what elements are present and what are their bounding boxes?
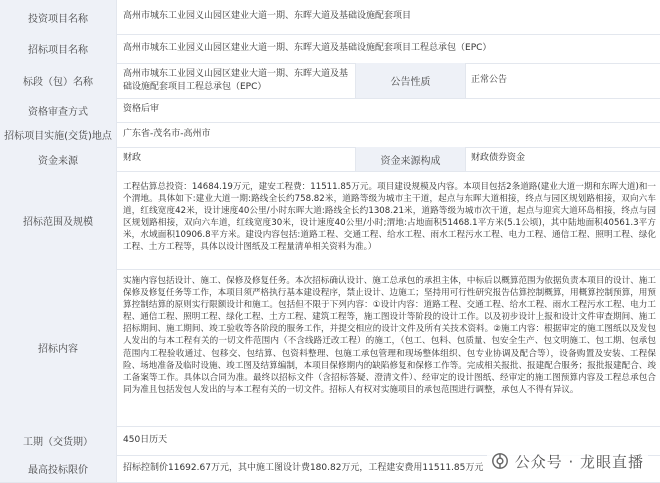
row-funding xyxy=(0,147,660,172)
row-qualification xyxy=(0,98,660,123)
value-max-price: 招标控制价11692.67万元，其中施工图设计费180.82万元，工程建安费用11511.85万元 xyxy=(123,462,484,473)
label-scope: 招标范围及规模 xyxy=(0,171,117,269)
value-qualification: 资格后审 xyxy=(123,104,160,115)
label-qualification: 资格审查方式 xyxy=(0,98,117,122)
value-bid-project-name: 高州市城东工业园义山园区建业大道一期、东晖大道及基础设施配套项目工程总承包（EPC） xyxy=(123,42,492,53)
value-funding-composition: 财政债券资金 xyxy=(471,153,526,164)
row-section xyxy=(0,63,660,99)
label-bid-project-name: 招标项目名称 xyxy=(0,34,117,63)
watermark xyxy=(487,448,648,474)
label-project-name: 投资项目名称 xyxy=(0,0,117,34)
row-scope xyxy=(0,171,660,270)
label-section: 标段（包）名称 xyxy=(0,63,117,98)
label-funding: 资金来源 xyxy=(0,147,117,171)
value-section: 高州市城东工业园义山园区建业大道一期、东晖大道及基础设施配套项目工程总承包（EPC） xyxy=(123,68,349,92)
value-funding: 财政 xyxy=(123,153,142,164)
label-duration: 工期（交货期） xyxy=(0,426,117,455)
value-project-name: 高州市城东工业园义山园区建业大道一期、东晖大道及基础设施配套项目 xyxy=(123,11,412,22)
wechat-official-account-icon xyxy=(491,452,509,470)
value-content: 实施内容包括设计、施工、保修及修复任务。本次招标确认设计、施工总承包的承担主体，中标后以概算范围为依据负责本项目的设计、施工保修及修复任务等工作，本项目须严格执行基本建设程序，禁止设计、边施工；坚持用可行性研究报告估算控制概算，用概算控制预算，用预算控制结算的原则实行限额设计和施工。包括但不限于下列内容：①设计内容：道路工程、交通工程、给水工程、雨水工程污水工程、电力工程、通信工程、照明工程、绿化工程、土方工程、建筑工程等，施工图设计等阶段的设计工作。以及初步设计上报和设计文件审查期间、施工招标期间、施工期间、竣工验收等各阶段的服务工作，并提交相应的设计文件及所有关技术资料。②施工内容：根据审定的施工图纸以及发包人发出的与本工程有关的一切文件范围内（不含线路迁改工程）的施工，（包工、包料、包质量、包安全生产、包文明施工、包工期、包承包范围内工程验收通过、包移交、包结算、包资料整理、包施工承包管理和现场整体组织、包专业协调及配合等），设备购置及安装、工程保险、场地准备及临时设施、竣工图及结算编制，本项目保修期内的缺陷修复和保修工作等。完成相关报批、报建配合服务；报批报建配合、竣工备案等工作。具体以合同为准。最终以招标文件（含招标答疑、澄清文件）、经审定的设计图纸、经审定的施工图预算内容及工程总承包合同为准且包括发包人发出的与本工程有关的一切文件。招标人有权对实施项目的承包范围进行调整，承包人不得有异议。 xyxy=(123,276,656,395)
label-max-price: 最高投标限价 xyxy=(0,455,117,482)
row-bid-project-name xyxy=(0,34,660,64)
watermark-text: 公众号 · 龙眼直播 xyxy=(514,452,644,471)
label-notice-type: 公告性质 xyxy=(355,63,466,98)
row-location xyxy=(0,122,660,148)
label-funding-composition: 资金来源构成 xyxy=(355,147,466,171)
row-content xyxy=(0,269,660,427)
label-content: 招标内容 xyxy=(0,269,117,426)
value-notice-type: 正常公告 xyxy=(471,74,508,85)
value-location: 广东省-茂名市-高州市 xyxy=(123,128,211,139)
row-project-name xyxy=(0,0,660,35)
value-duration: 450日历天 xyxy=(123,434,168,445)
label-location: 招标项目实施(交货)地点 xyxy=(0,122,117,147)
value-scope: 工程估算总投资：14684.19万元，建安工程费：11511.85万元。项目建设规模及内容。本项目包括2条道路(建业大道一期和东晖大道)和一个渭地。具体如下:建业大道一期:路线全长约758.82米，道路等级为城市主干道，起点与东晖大道相接，终点与园区规划路相接，双向六车道，红线宽度42米，设计速度40公里/小时东晖大道:路线全长约1308.21米，道路等级为城市次干道，起点与迎宾大道环岛相接，终点与园区规划路相接，双向六车道，红线宽度30米，设计速度40公里/小时;渭地:占地面积51468.1平方米(5.1公顷)，其中陆地面积40561.3平方米，水域面积10906.8平方米。建设内容包括:道路工程、交通工程、给水工程、雨水工程污水工程、电力工程、通信工程、照明工程、绿化工程、土方工程等，具体以设计图纸及工程量清单相关资料为准。） xyxy=(123,182,656,253)
